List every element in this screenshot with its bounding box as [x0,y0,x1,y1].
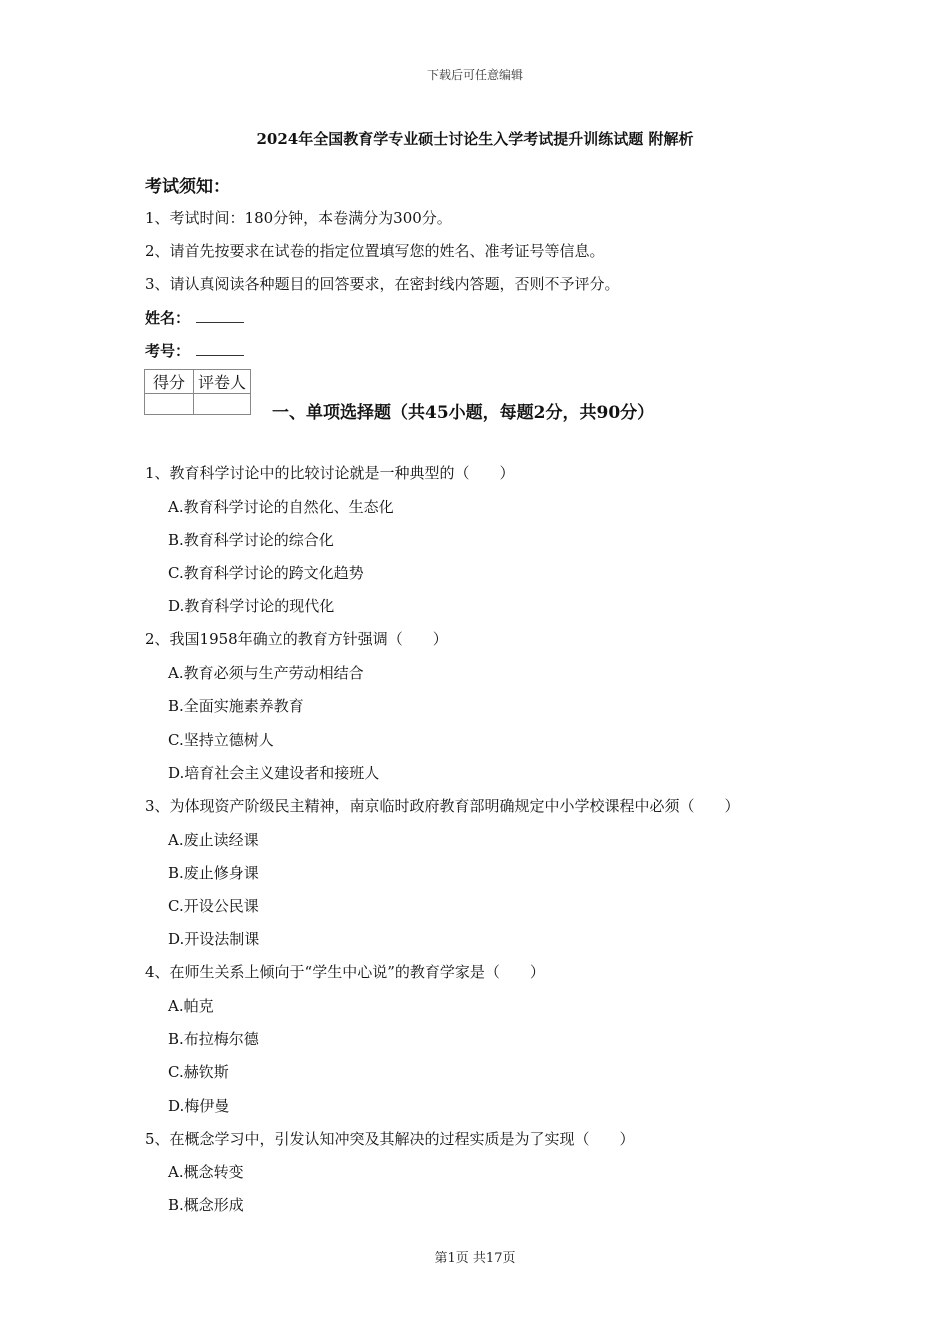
exam-id-blank[interactable] [196,341,244,356]
notice-item: 1、考试时间：180分钟，本卷满分为300分。 [145,209,452,227]
name-label: 姓名： [145,309,191,327]
question-option: B.布拉梅尔德 [168,1030,259,1048]
question-option: B.废止修身课 [168,864,259,882]
page-footer: 第1页 共17页 [434,1251,516,1266]
question-option: A.教育必须与生产劳动相结合 [168,664,364,682]
question-option: A.帕克 [168,997,214,1015]
score-header: 得分 [145,370,194,394]
document-title: 2024年全国教育学专业硕士讨论生入学考试提升训练试题 附解析 [256,130,694,148]
question-option: A.废止读经课 [168,831,259,849]
question-option: C.教育科学讨论的跨文化趋势 [168,564,364,582]
question-option: D.教育科学讨论的现代化 [168,597,335,615]
notice-heading: 考试须知： [145,177,230,197]
grader-cell[interactable] [194,394,251,415]
question-option: D.梅伊曼 [168,1097,230,1115]
score-table [144,369,251,415]
question-stem: 4、在师生关系上倾向于“学生中心说”的教育学家是（ ） [145,963,545,981]
question-stem: 1、教育科学讨论中的比较讨论就是一种典型的（ ） [145,464,515,482]
notice-item: 2、请首先按要求在试卷的指定位置填写您的姓名、准考证号等信息。 [145,242,605,260]
name-field [145,307,244,328]
question-stem: 5、在概念学习中，引发认知冲突及其解决的过程实质是为了实现（ ） [145,1130,635,1148]
question-option: D.培育社会主义建设者和接班人 [168,764,380,782]
name-blank[interactable] [196,308,244,323]
question-stem: 2、我国1958年确立的教育方针强调（ ） [145,630,448,648]
question-option: C.坚持立德树人 [168,731,274,749]
exam-id-field [145,340,244,361]
question-option: A.概念转变 [168,1163,244,1181]
question-option: B.概念形成 [168,1196,244,1214]
question-stem: 3、为体现资产阶级民主精神，南京临时政府教育部明确规定中小学校课程中必须（ ） [145,797,740,815]
exam-id-label: 考号： [145,342,191,360]
question-option: B.全面实施素养教育 [168,697,304,715]
grader-header: 评卷人 [194,370,251,394]
notice-item: 3、请认真阅读各种题目的回答要求，在密封线内答题，否则不予评分。 [145,275,620,293]
question-option: C.赫钦斯 [168,1063,229,1081]
section-title: 一、单项选择题（共45小题，每题2分，共90分） [272,403,655,423]
question-option: C.开设公民课 [168,897,259,915]
question-option: A.教育科学讨论的自然化、生态化 [168,498,394,516]
header-note: 下载后可任意编辑 [426,68,523,82]
score-cell[interactable] [145,394,194,415]
question-option: D.开设法制课 [168,930,260,948]
question-option: B.教育科学讨论的综合化 [168,531,334,549]
